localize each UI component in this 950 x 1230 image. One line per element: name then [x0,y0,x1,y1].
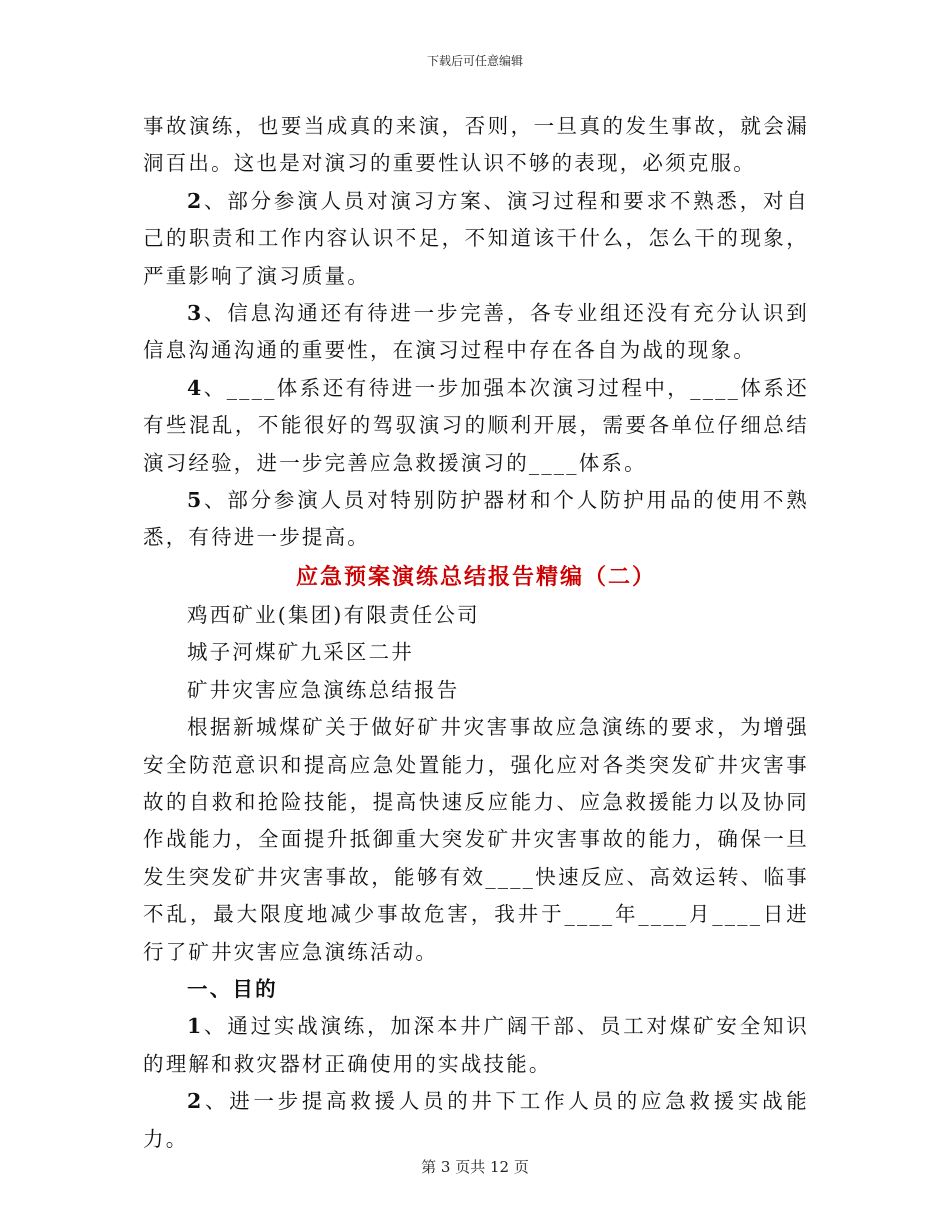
list-text: 、信息沟通还有待进一步完善，各专业组还没有充分认识到信息沟通沟通的重要性，在演习过程中存在各自为战的现象。 [143,301,809,363]
list-item-5 [143,482,809,557]
list-number: 1 [187,1014,204,1039]
org-line-report-title: 矿井灾害应急演练总结报告 [187,677,460,702]
purpose-item-1 [143,1008,809,1083]
list-item-3 [143,295,809,370]
list-text: 、进一步提高救援人员的井下工作人员的应急救援实战能力。 [143,1089,809,1151]
page-footer: 第 3 页共 12 页 [421,1158,529,1176]
purpose-item-2 [143,1083,809,1158]
section-heading-purpose: 一、目的 [187,976,278,1001]
paragraph-continuation: 事故演练，也要当成真的来演，否则，一旦真的发生事故，就会漏洞百出。这也是对演习的重要性认识不够的表现，必须克服。 [143,114,809,176]
intro-paragraph: 根据新城煤矿关于做好矿井灾害事故应急演练的要求，为增强安全防范意识和提高应急处置能力，强化应对各类突发矿井灾害事故的自救和抢险技能，提高快速反应能力、应急救援能力以及协同作战能力，全面提升抵御重大突发矿井灾害事故的能力，确保一旦发生突发矿井灾害事故，能够有效____快速反应、高效运转、临事不乱，最大限度地减少事故危害，我井于____年____月____日进行了矿井灾害应急演练活动。 [143,715,809,964]
document-body [143,108,809,1158]
list-item-2 [143,183,809,295]
list-number: 2 [187,188,204,213]
list-text: 、部分参演人员对特别防护器材和个人防护用品的使用不熟悉，有待进一步提高。 [143,488,809,550]
org-line-company: 鸡西矿业(集团)有限责任公司 [187,602,480,627]
list-text: 、____体系还有待进一步加强本次演习过程中，____体系还有些混乱，不能很好的驾驭演习的顺利开展，需要各单位仔细总结演习经验，进一步完善应急救援演习的____体系。 [143,375,809,475]
list-number: 5 [187,488,204,513]
list-text: 、通过实战演练，加深本井广阔干部、员工对煤矿安全知识的理解和救灾器材正确使用的实战技能。 [143,1014,809,1076]
list-item-4 [143,370,809,482]
list-number: 3 [187,301,204,326]
list-text: 、部分参演人员对演习方案、演习过程和要求不熟悉，对自己的职责和工作内容认识不足，不知道该干什么，怎么干的现象，严重影响了演习质量。 [143,188,809,288]
list-number: 4 [187,375,204,400]
org-line-unit: 城子河煤矿九采区二井 [187,640,414,665]
page-header: 下载后可任意编辑 [426,54,523,68]
list-number: 2 [187,1089,204,1114]
section-title: 应急预案演练总结报告精编（二） [295,564,656,590]
